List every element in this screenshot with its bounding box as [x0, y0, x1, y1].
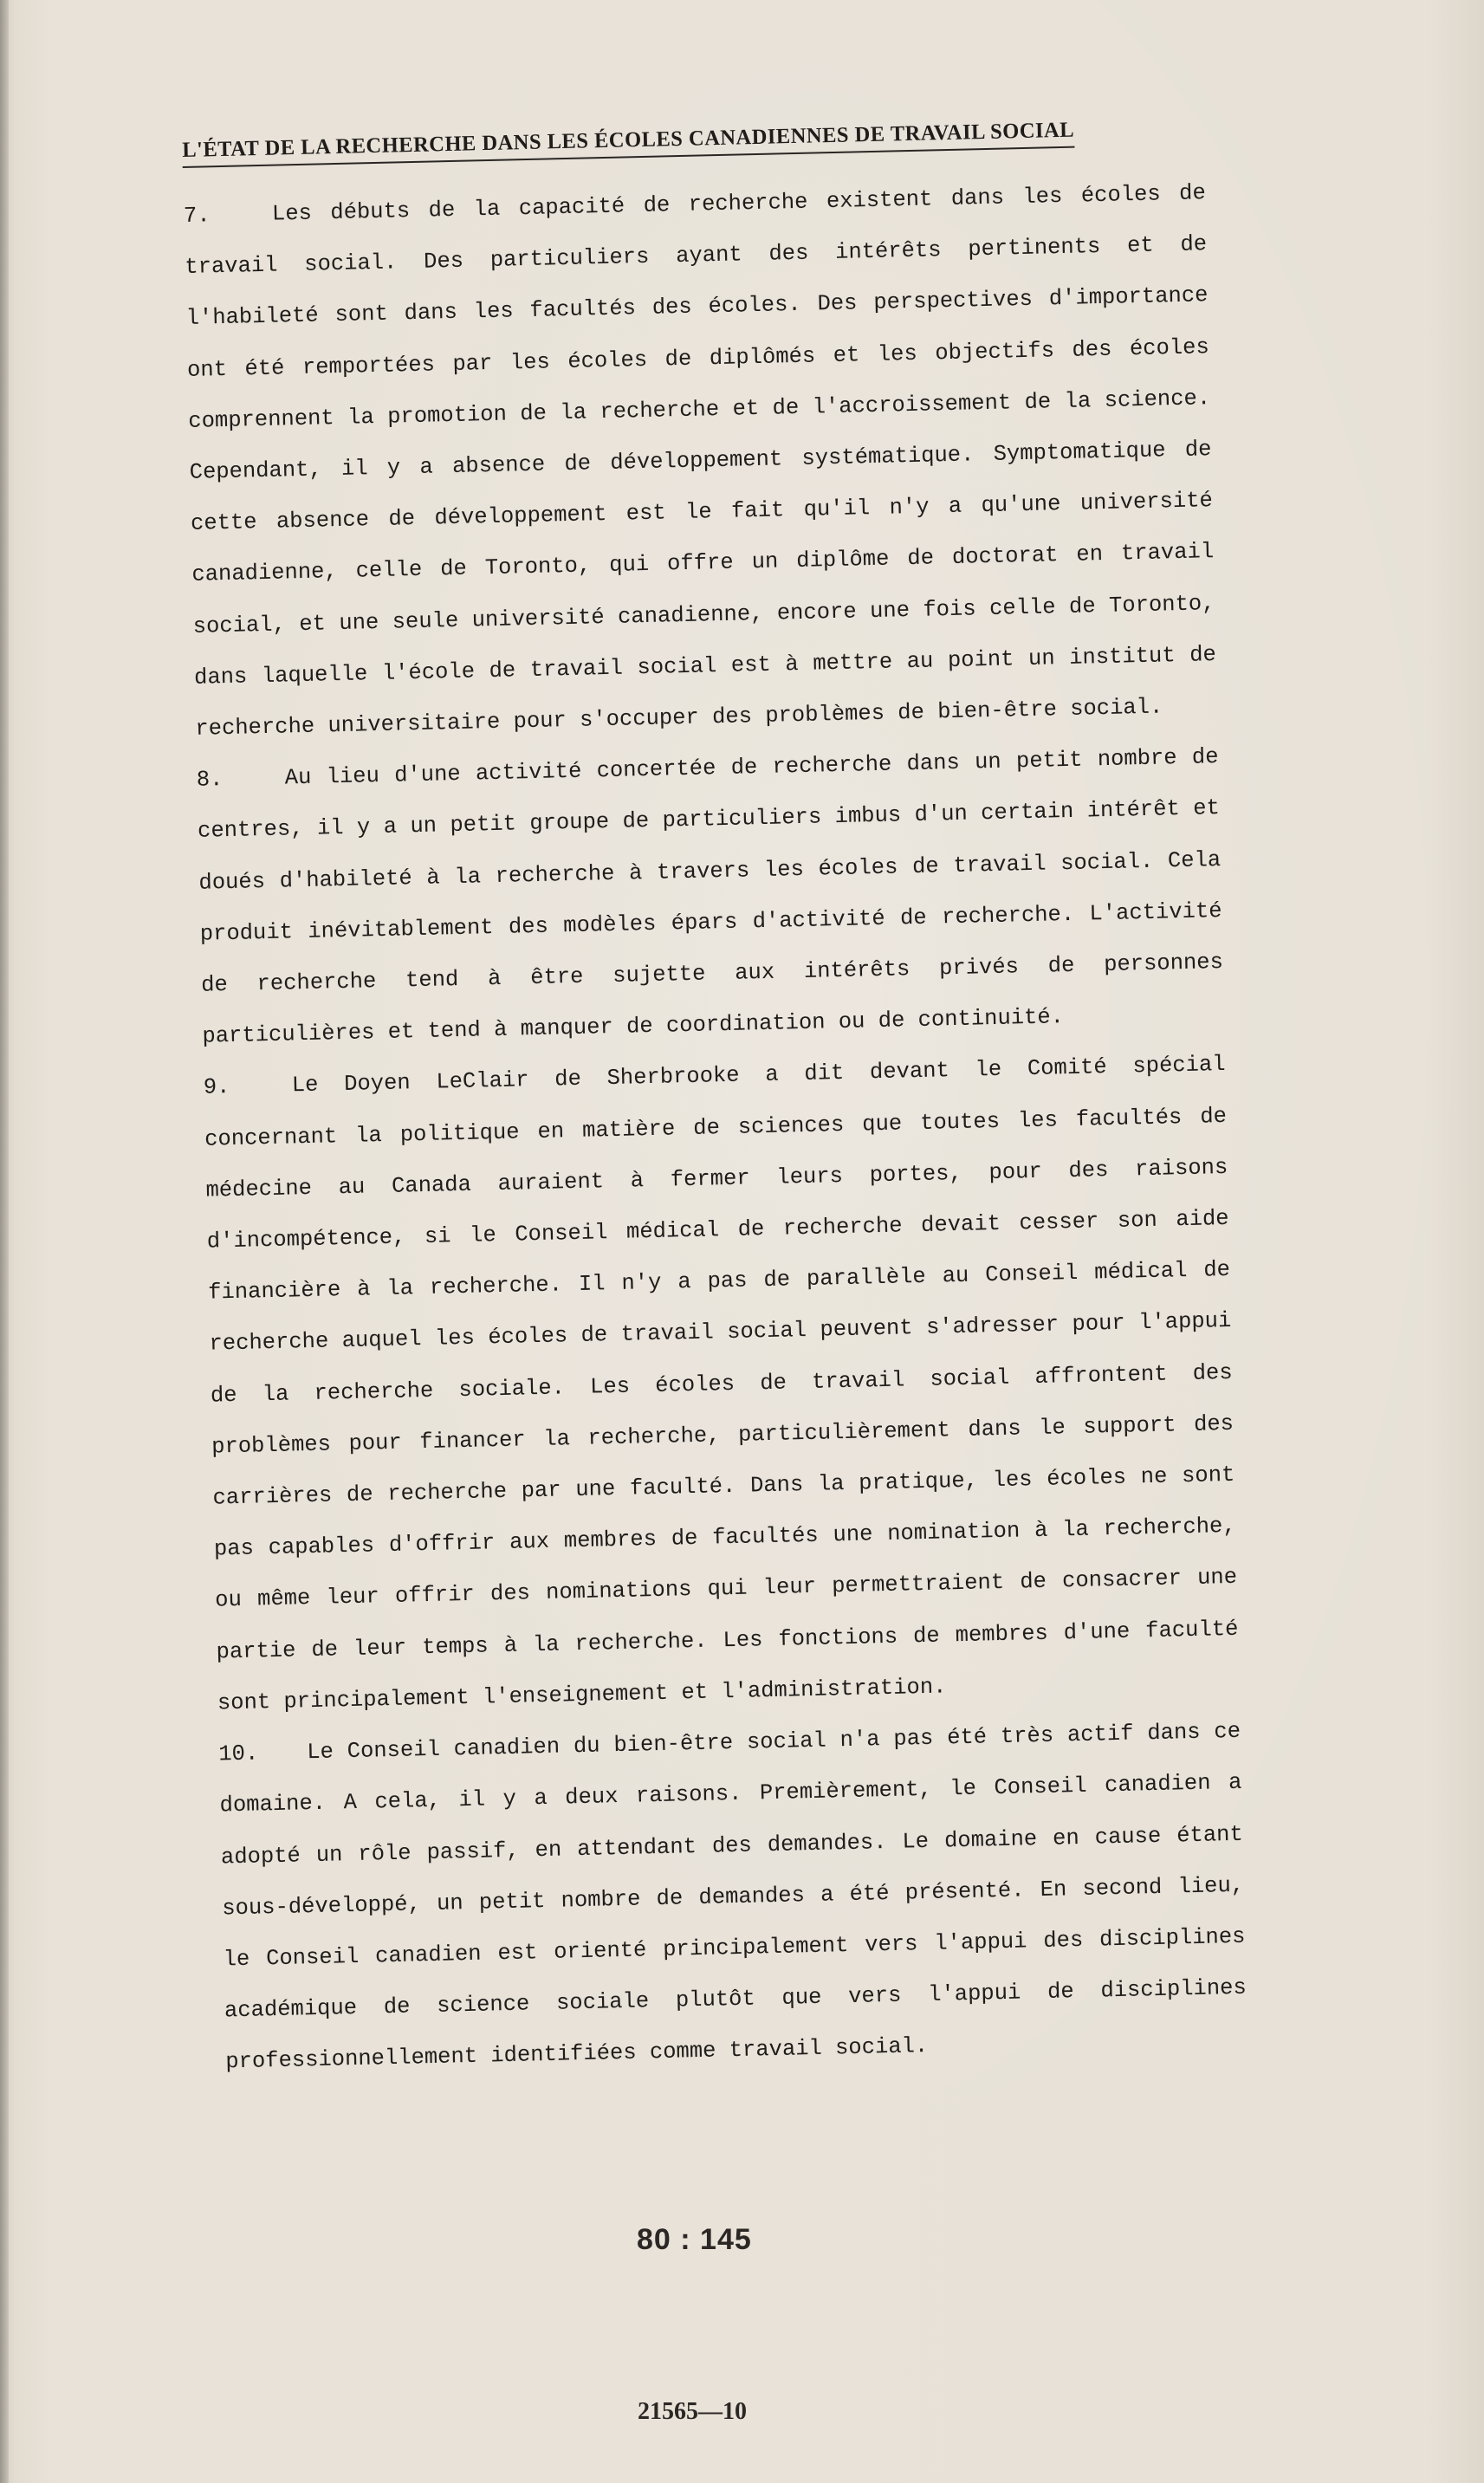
- paragraph-text: Au lieu d'une activité concertée de recherche dans un petit nombre de centres, il y a un petit groupe de particuliers imbus d'un certain intérêt et doués d'habileté à la recherche à travers les écoles de travail social. Cela produit inévitablement des modèles épars d'activité de recherche. L'activité de recherche tend à être sujette aux intérêts privés de personnes particulières et tend à manquer de coordination ou de continuité.: [197, 744, 1224, 1049]
- paragraph-10: [218, 1706, 1248, 2088]
- paragraph-number: 10.: [217, 1741, 259, 1767]
- paragraph-7: [183, 167, 1217, 755]
- document-body: [182, 115, 1248, 2088]
- paragraph-8: [196, 731, 1225, 1062]
- paragraph-text: Le Doyen LeClair de Sherbrooke a dit devant le Comité spécial concernant la politique en matière de sciences que toutes les facultés de médecine au Canada auraient à fermer leurs portes, pour des raisons d'incompétence, si le Conseil médical de recherche devait cesser son aide financière à la recherche. Il n'y a pas de parallèle au Conseil médical de recherche auquel les écoles de travail social peuvent s'adresser pour l'appui de la recherche sociale. Les écoles de travail social affrontent des problèmes pour financer la recherche, particulièrement dans le support des carrières de recherche par une faculté. Dans la pratique, les écoles ne sont pas capables d'offrir aux membres de facultés une nomination à la recherche, ou même leur offrir des nominations qui leur permettraient de consacrer une partie de leur temps à la recherche. Les fonctions de membres d'une faculté sont principalement l'enseignement et l'administration.: [204, 1052, 1239, 1716]
- page-binding-edge: [0, 0, 9, 2483]
- paragraph-text: Les débuts de la capacité de recherche existent dans les écoles de travail social. Des particuliers ayant des intérêts pertinents et de l'habileté sont dans les facultés des écoles. Des perspectives d'importance ont été remportées par les écoles de diplômés et les objectifs des écoles comprennent la promotion de la recherche et de l'accroissement de la science. Cependant, il y a absence de développement systématique. Symptomatique de cette absence de développement est le fait qu'il n'y a qu'une université canadienne, celle de Toronto, qui offre un diplôme de doctorat en travail social, et une seule université canadienne, encore une fois celle de Toronto, dans laquelle l'école de travail social est à mettre au point un institut de recherche universitaire pour s'occuper des problèmes de bien-être social.: [185, 180, 1217, 742]
- paragraph-number: 9.: [203, 1074, 230, 1101]
- print-code: 21565—10: [638, 2398, 747, 2425]
- paragraph-number: 8.: [196, 767, 224, 794]
- page-folio: 80 : 145: [637, 2223, 752, 2256]
- paragraph-9: [203, 1039, 1240, 1728]
- paragraph-text: Le Conseil canadien du bien-être social n'a pas été très actif dans ce domaine. A cela, il y a deux raisons. Premièrement, le Conseil canadien a adopté un rôle passif, en attendant des demandes. Le domaine en cause étant sous-développé, un petit nombre de demandes a été présenté. En second lieu, le Conseil canadien est orienté principalement vers l'appui des disciplines académique de science sociale plutôt que vers l'appui de disciplines professionnellement identifiées comme travail social.: [219, 1718, 1247, 2075]
- running-header: L'ÉTAT DE LA RECHERCHE DANS LES ÉCOLES CANADIENNES DE TRAVAIL SOCIAL: [182, 119, 1074, 168]
- paragraph-number: 7.: [183, 203, 211, 229]
